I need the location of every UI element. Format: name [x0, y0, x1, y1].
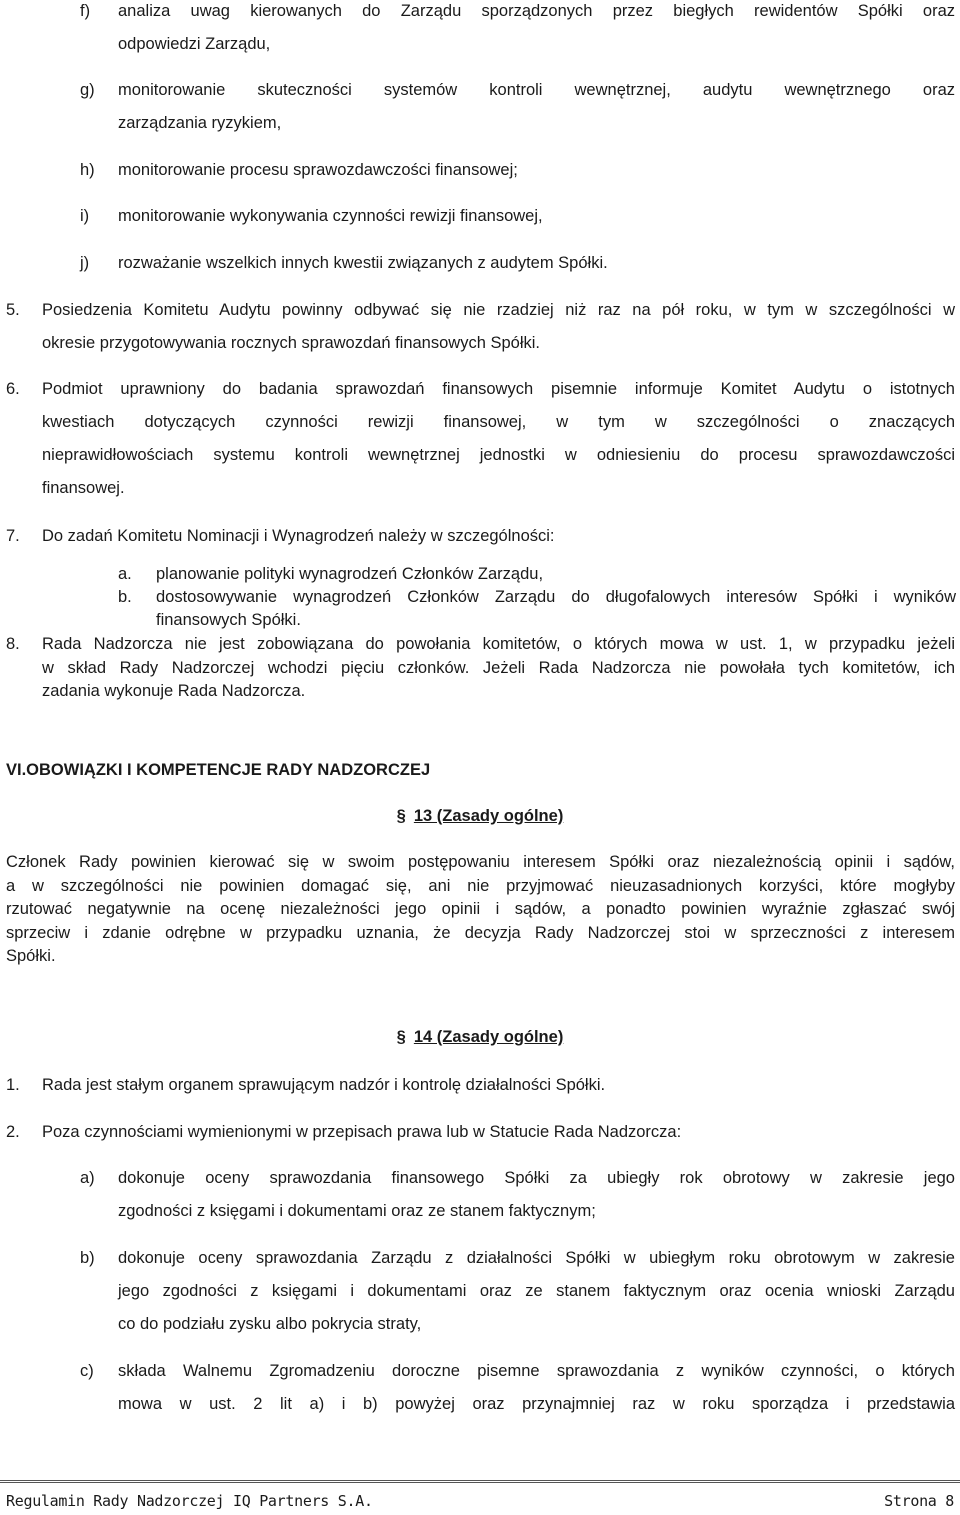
- list-label: c): [80, 1362, 94, 1380]
- item-text: [42, 373, 955, 505]
- sub-label: b.: [118, 588, 132, 606]
- item-number: 2.: [6, 1123, 20, 1141]
- list-text: [118, 1242, 955, 1341]
- item-text: Poza czynnościami wymienionymi w przepisach prawa lub w Statucie Rada Nadzorcza:: [42, 1123, 682, 1141]
- text-line: w skład Rady Nadzorczej wchodzi pięciu członków. Jeżeli Rada Nadzorcza nie powołała tych komitetów, ich: [42, 658, 955, 677]
- text-line: dokonuje oceny sprawozdania finansowego Spółki za ubiegły rok obrotowy w zakresie jego: [118, 1169, 955, 1187]
- section-13-paragraph: [6, 851, 955, 969]
- text-line: Do zadań Komitetu Nominacji i Wynagrodzeń należy w szczególności:: [42, 527, 555, 545]
- list-text: [118, 247, 955, 280]
- text-line: rozważanie wszelkich innych kwestii związanych z audytem Spółki.: [118, 254, 608, 272]
- item-text: [42, 633, 955, 704]
- text-line: dostosowywanie wynagrodzeń Członków Zarządu do długofalowych interesów Spółki i wyników: [156, 588, 956, 606]
- item-text: Rada jest stałym organem sprawującym nadzór i kontrolę działalności Spółki.: [42, 1076, 606, 1094]
- item-number: 1.: [6, 1076, 20, 1094]
- item-text: [42, 294, 955, 360]
- text-line: zarządzania ryzykiem,: [118, 114, 282, 132]
- section-title-text: 14 (Zasady ogólne): [413, 1028, 564, 1046]
- item-number: 8.: [6, 635, 20, 653]
- list-label: j): [80, 254, 90, 272]
- text-line: sprzeciw i zdanie odrębne w przypadku uznania, że decyzja Rady Nadzorczej stoi w sprzeczności z interesem: [6, 923, 955, 942]
- list-text: [118, 154, 955, 187]
- text-line: Podmiot uprawniony do badania sprawozdań finansowych pisemnie informuje Komitet Audytu o istotnych: [42, 380, 955, 398]
- text-line: zadania wykonuje Rada Nadzorcza.: [42, 682, 306, 700]
- paragraph-sign: §: [396, 807, 406, 825]
- text-line: Spółki.: [6, 947, 56, 965]
- list-label: h): [80, 161, 95, 179]
- list-label: g): [80, 81, 95, 99]
- list-label: b): [80, 1249, 95, 1267]
- text-line: monitorowanie wykonywania czynności rewizji finansowej,: [118, 207, 543, 225]
- text-line: monitorowanie skuteczności systemów kontroli wewnętrznej, audytu wewnętrznego oraz: [118, 81, 955, 99]
- section-14-title: [0, 1028, 960, 1047]
- list-text: [118, 200, 955, 233]
- sub-text: [156, 563, 956, 586]
- text-line: monitorowanie procesu sprawozdawczości finansowej;: [118, 161, 518, 179]
- footer-page-number: Strona 8: [884, 1492, 954, 1510]
- text-line: co do podziału zysku albo pokrycia straty,: [118, 1315, 422, 1333]
- footer-divider: [0, 1480, 960, 1483]
- text-line: odpowiedzi Zarządu,: [118, 35, 271, 53]
- item-text: [42, 520, 955, 553]
- list-text: [118, 74, 955, 140]
- text-line: jego zgodności z księgami i dokumentami oraz ze stanem faktycznym oraz ocenia wnioski Zarządu: [118, 1282, 955, 1300]
- text-line: okresie przygotowywania rocznych sprawozdań finansowych Spółki.: [42, 334, 540, 352]
- chapter-heading: VI.OBOWIĄZKI I KOMPETENCJE RADY NADZORCZEJ: [6, 761, 431, 779]
- text-line: a w szczególności nie powinien domagać się, ani nie przyjmować nieuzasadnionych korzyści, które mogłyby: [6, 876, 955, 895]
- text-line: finansowych Spółki.: [156, 611, 301, 629]
- paragraph-sign: §: [396, 1028, 406, 1046]
- sub-label: a.: [118, 565, 132, 583]
- list-label: a): [80, 1169, 95, 1187]
- text-line: Rada Nadzorcza nie jest zobowiązana do powołania komitetów, o których mowa w ust. 1, w przypadku jeżeli: [42, 635, 955, 653]
- section-13-title: [0, 807, 960, 826]
- section-title-text: 13 (Zasady ogólne): [413, 807, 564, 825]
- list-label: i): [80, 207, 90, 225]
- item-number: 7.: [6, 527, 20, 545]
- text-line: składa Walnemu Zgromadzeniu doroczne pisemne sprawozdania z wyników czynności, o których: [118, 1362, 955, 1380]
- text-line: finansowej.: [42, 479, 125, 497]
- text-line: Członek Rady powinien kierować się w swoim postępowaniu interesem Spółki oraz niezależnością opinii i sądów,: [6, 853, 955, 871]
- text-line: Posiedzenia Komitetu Audytu powinny odbywać się nie rzadziej niż raz na pół roku, w tym w szczególności w: [42, 301, 955, 319]
- text-line: kwestiach dotyczących czynności rewizji finansowej, w tym w szczególności o znaczących: [42, 413, 955, 431]
- list-label: f): [80, 2, 91, 20]
- sub-text: [156, 586, 956, 632]
- text-line: nieprawidłowościach systemu kontroli wewnętrznej jednostki w odniesieniu do procesu sprawozdawczości: [42, 446, 955, 464]
- text-line: zgodności z księgami i dokumentami oraz ze stanem faktycznym;: [118, 1202, 596, 1220]
- list-text: [118, 0, 955, 61]
- text-line: rzutować negatywnie na ocenę niezależności jego opinii i sądów, a ponadto powinien wyraźnie zgłaszać swój: [6, 900, 955, 918]
- text-line: analiza uwag kierowanych do Zarządu sporządzonych przez biegłych rewidentów Spółki oraz: [118, 2, 955, 20]
- text-line: mowa w ust. 2 lit a) i b) powyżej oraz przynajmniej raz w roku sporządza i przedstawia: [118, 1395, 955, 1413]
- footer-document-title: Regulamin Rady Nadzorczej IQ Partners S.A.: [6, 1492, 373, 1510]
- list-text: [118, 1355, 955, 1421]
- list-text: [118, 1162, 955, 1228]
- item-number: 5.: [6, 301, 20, 319]
- text-line: planowanie polityki wynagrodzeń Członków Zarządu,: [156, 565, 544, 583]
- item-number: 6.: [6, 380, 20, 398]
- text-line: dokonuje oceny sprawozdania Zarządu z działalności Spółki w ubiegłym roku obrotowym w zakresie: [118, 1249, 955, 1267]
